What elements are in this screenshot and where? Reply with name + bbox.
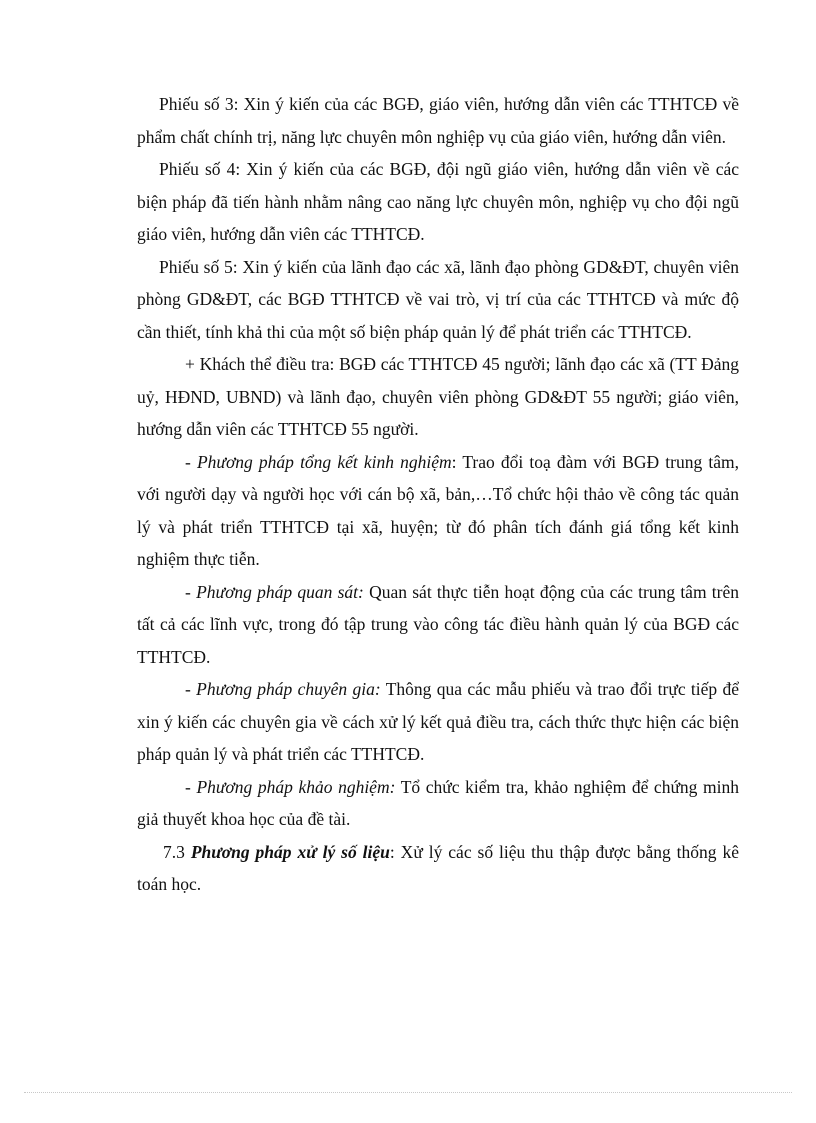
section-number: 7.3 — [163, 841, 191, 862]
bullet-dash: - — [185, 581, 197, 602]
bullet-dash: - — [185, 679, 197, 699]
paragraph-observation-method — [137, 576, 739, 674]
method-text: Thông qua các mẫu phiếu và trao đổi trực tiếp để xin ý kiến các chuyên gia về cách xử lý kết quả điều tra, cách thức thực hiện các biện pháp quản lý và phát triển các TTHTCĐ. — [137, 679, 739, 764]
paragraph-phieu-5: Phiếu số 5: Xin ý kiến của lãnh đạo các xã, lãnh đạo phòng GD&ĐT, chuyên viên phòng GD&ĐT, các BGĐ TTHTCĐ về vai trò, vị trí của các TTHTCĐ và mức độ cần thiết, tính khả thi của một số biện pháp quản lý để phát triển các TTHTCĐ. — [137, 256, 739, 342]
paragraph-testing-method — [137, 771, 739, 836]
document-page — [137, 88, 739, 901]
paragraph-phieu-4: Phiếu số 4: Xin ý kiến của các BGĐ, đội ngũ giáo viên, hướng dẫn viên về các biện pháp đã tiến hành nhằm nâng cao năng lực chuyên môn, nghiệp vụ cho đội ngũ giáo viên, hướng dẫn viên các TTHTCĐ. — [137, 159, 739, 244]
section-text: : Xử lý các số liệu thu thập được bằng thống kê toán học. — [137, 841, 739, 894]
section-heading: Phương pháp xử lý số liệu — [190, 841, 390, 862]
method-text: : Trao đổi toạ đàm với BGĐ trung tâm, với người dạy và người học với cán bộ xã, bản,…Tổ chức hội thảo về công tác quản lý và phát triển TTHTCĐ tại xã, huyện; từ đó phân tích đánh giá tổng kết kinh nghiệm thực tiễn. — [137, 451, 739, 569]
method-label: Phương pháp quan sát: — [196, 581, 364, 602]
bullet-dash: - — [185, 776, 197, 797]
bullet-dash: - — [185, 451, 197, 472]
paragraph-data-processing — [137, 836, 739, 901]
method-text: Tổ chức kiểm tra, khảo nghiệm để chứng minh giả thuyết khoa học của đề tài. — [137, 776, 740, 829]
paragraph-experience-method — [137, 446, 739, 576]
paragraph-phieu-3: Phiếu số 3: Xin ý kiến của các BGĐ, giáo viên, hướng dẫn viên các TTHTCĐ về phẩm chất chính trị, năng lực chuyên môn nghiệp vụ của giáo viên, hướng dẫn viên. — [137, 94, 739, 147]
method-label: Phương pháp chuyên gia: — [196, 679, 381, 699]
footer-divider — [24, 1092, 792, 1093]
paragraph-expert-method — [137, 673, 739, 771]
method-label: Phương pháp khảo nghiệm: — [196, 776, 396, 797]
method-text: Quan sát thực tiễn hoạt động của các trung tâm trên tất cả các lĩnh vực, trong đó tập trung vào công tác điều hành quản lý của BGĐ các TTHTCĐ. — [137, 581, 740, 667]
paragraph-survey-subjects: + Khách thể điều tra: BGĐ các TTHTCĐ 45 người; lãnh đạo các xã (TT Đảng uỷ, HĐND, UBND) và lãnh đạo, chuyên viên phòng GD&ĐT 55 người; giáo viên, hướng dẫn viên các TTHTCĐ 55 người. — [137, 354, 739, 439]
method-label: Phương pháp tổng kết kinh nghiệm — [196, 451, 452, 472]
